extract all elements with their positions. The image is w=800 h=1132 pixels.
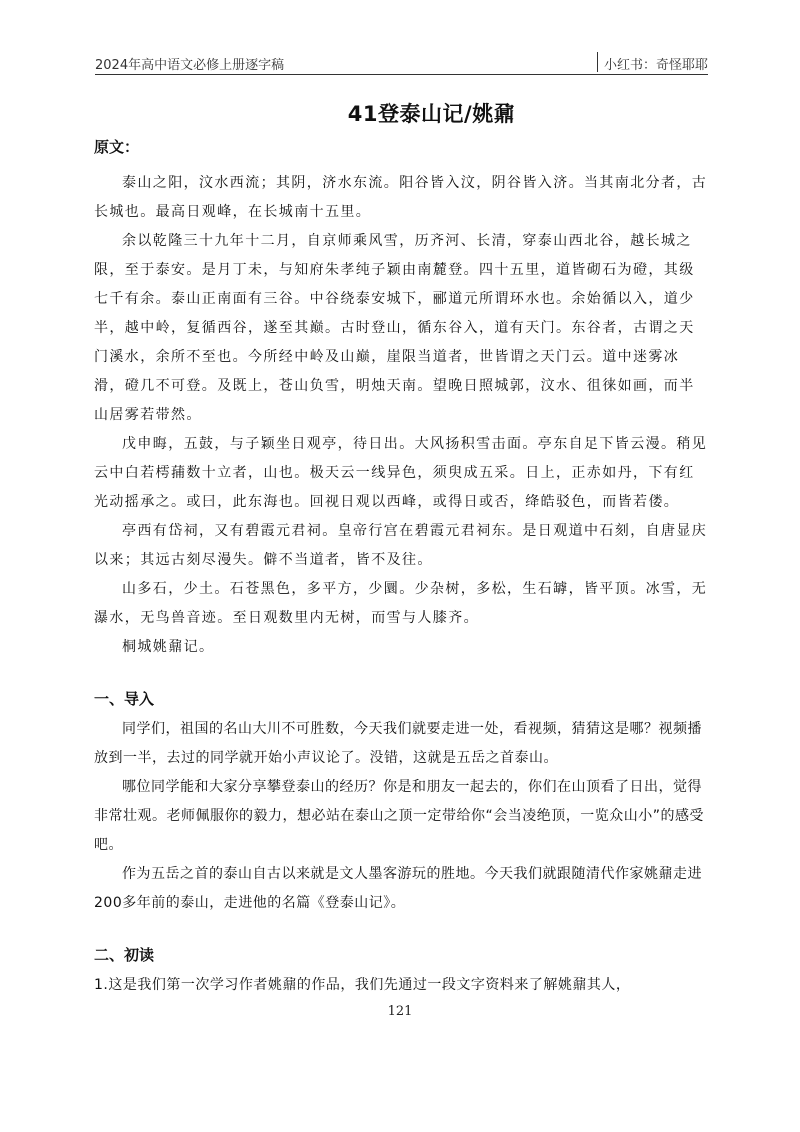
header-author-account: 小红书：奇怪耶耶: [603, 58, 708, 73]
original-paragraph-2: 余以乾隆三十九年十二月，自京师乘风雪，历齐河、长清，穿泰山西北谷，越长城之限，至于泰安。是月丁未，与知府朱孝纯子颖由南麓登。四十五里，道皆砌石为磴，其级七千有余。泰山正南面有三谷。中谷绕泰安城下，郦道元所谓环水也。余始循以入，道少半，越中岭，复循西谷，遂至其巅。古时登山，循东谷入，道有天门。东谷者，古谓之天门溪水，余所不至也。今所经中岭及山巅，崖限当道者，世皆谓之天门云。道中迷雾冰滑，磴几不可登。及既上，苍山负雪，明烛天南。望晚日照城郭，汶水、徂徕如画，而半山居雾若带然。: [94, 233, 695, 423]
section-heading-introduction: 一、导入: [94, 690, 155, 708]
original-paragraph-1: 泰山之阳，汶水西流；其阴，济水东流。阳谷皆入汶，阴谷皆入济。当其南北分者，古长城也。最高日观峰，在长城南十五里。: [94, 175, 708, 220]
original-paragraph-4: 亭西有岱祠，又有碧霞元君祠。皇帝行宫在碧霞元君祠东。是日观道中石刻，自唐显庆以来；其远古刻尽漫失。僻不当道者，皆不及往。: [94, 523, 708, 568]
page-header: [95, 42, 708, 75]
lesson-title: 41登泰山记/姚鼐: [347, 102, 516, 126]
original-text-label: 原文：: [94, 138, 140, 156]
original-paragraph-5: 山多石，少土。石苍黑色，多平方，少圜。少杂树，多松，生石罅，皆平顶。冰雪，无瀑水，无鸟兽音迹。至日观数里内无树，而雪与人膝齐。: [94, 581, 708, 626]
page-number: 121: [387, 1004, 413, 1019]
first-reading-item-1: 1.这是我们第一次学习作者姚鼐的作品，我们先通过一段文字资料来了解姚鼐其人，: [94, 977, 631, 993]
first-reading-section: [94, 971, 709, 1000]
original-paragraph-3: 戊申晦，五鼓，与子颖坐日观亭，待日出。大风扬积雪击面。亭东自足下皆云漫。稍见云中白若樗蒱数十立者，山也。极天云一线异色，须臾成五采。日上，正赤如丹，下有红光动摇承之。或曰，此东海也。回视日观以西峰，或得日或否，绛皓驳色，而皆若偻。: [94, 436, 708, 510]
intro-paragraph-1: 同学们，祖国的名山大川不可胜数，今天我们就要走进一处，看视频，猜猜这是哪？视频播放到一半，去过的同学就开始小声议论了。没错，这就是五岳之首泰山。: [94, 721, 702, 766]
document-body: [94, 100, 709, 1000]
header-document-title: 2024年高中语文必修上册逐字稿: [95, 58, 285, 73]
header-divider: [597, 52, 598, 72]
original-signature-line: 桐城姚鼐记。: [122, 639, 215, 655]
section-heading-first-reading: 二、初读: [94, 946, 155, 964]
original-text: [94, 169, 709, 662]
intro-paragraph-2: 哪位同学能和大家分享攀登泰山的经历？你是和朋友一起去的，你们在山顶看了日出，觉得非常壮观。老师佩服你的毅力，想必站在泰山之顶一定带给你“会当凌绝顶，一览众山小”的感受吧。: [94, 779, 705, 853]
introduction-section: [94, 715, 709, 918]
intro-paragraph-3: 作为五岳之首的泰山自古以来就是文人墨客游玩的胜地。今天我们就跟随清代作家姚鼐走进200多年前的泰山，走进他的名篇《登泰山记》。: [94, 866, 702, 911]
